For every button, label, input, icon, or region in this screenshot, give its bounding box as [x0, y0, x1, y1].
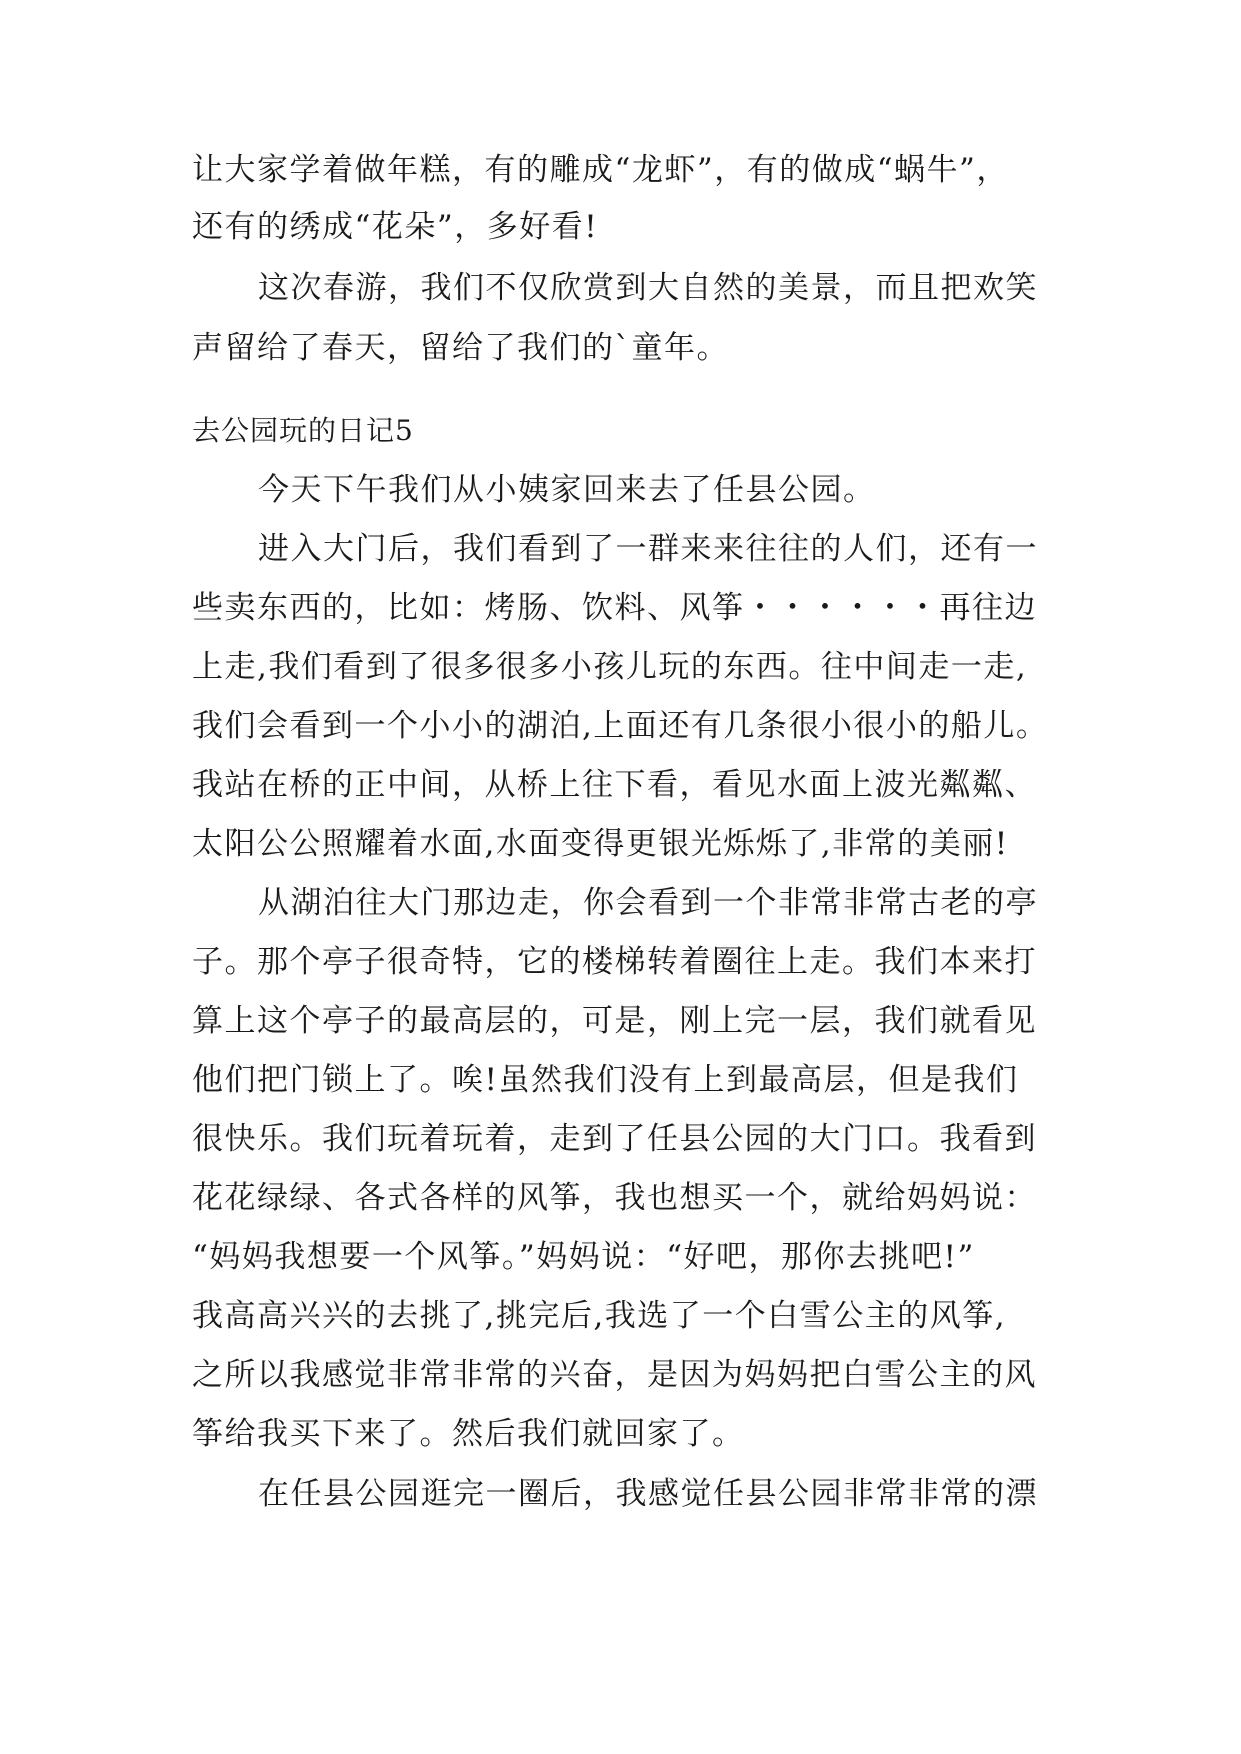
text-line: “妈妈我想要一个风筝。”妈妈说：“好吧，那你去挑吧!” — [192, 1239, 975, 1275]
text-line: 他们把门锁上了。唉!虽然我们没有上到最高层，但是我们 — [192, 1062, 1019, 1098]
text-line: 之所以我感觉非常非常的兴奋，是因为妈妈把白雪公主的风 — [192, 1357, 1037, 1393]
text-line: 我高高兴兴的去挑了,挑完后,我选了一个白雪公主的风筝, — [192, 1298, 1007, 1334]
paragraph-line: 进入大门后，我们看到了一群来来往往的人们，还有一 — [258, 531, 1038, 567]
paragraph-line: 这次春游，我们不仅欣赏到大自然的美景，而且把欢笑 — [258, 270, 1038, 306]
text-line: 让大家学着做年糕，有的雕成“龙虾”，有的做成“蜗牛”， — [192, 152, 1009, 188]
text-line: 花花绿绿、各式各样的风筝，我也想买一个，就给妈妈说： — [192, 1180, 1037, 1216]
text-line: 些卖东西的，比如：烤肠、饮料、风筝・・・・・・再往边 — [192, 590, 1037, 626]
text-line: 我们会看到一个小小的湖泊,上面还有几条很小很小的船儿。 — [192, 708, 1049, 744]
text-line: 声留给了春天，留给了我们的`童年。 — [192, 330, 729, 366]
text-line: 我站在桥的正中间，从桥上往下看，看见水面上波光粼粼、 — [192, 767, 1037, 803]
paragraph-line: 在任县公园逛完一圈后，我感觉任县公园非常非常的漂 — [258, 1476, 1038, 1512]
text-line: 算上这个亭子的最高层的，可是，刚上完一层，我们就看见 — [192, 1003, 1037, 1039]
text-line: 很快乐。我们玩着玩着，走到了任县公园的大门口。我看到 — [192, 1121, 1037, 1157]
text-line: 还有的绣成“花朵”，多好看! — [192, 209, 599, 245]
paragraph-line: 从湖泊往大门那边走，你会看到一个非常非常古老的亭 — [258, 885, 1038, 921]
text-line: 子。那个亭子很奇特，它的楼梯转着圈往上走。我们本来打 — [192, 944, 1037, 980]
text-line: 筝给我买下来了。然后我们就回家了。 — [192, 1416, 745, 1452]
text-line: 上走,我们看到了很多很多小孩儿玩的东西。往中间走一走, — [192, 649, 1028, 685]
text-line: 太阳公公照耀着水面,水面变得更银光烁烁了,非常的美丽! — [192, 826, 1009, 862]
paragraph-line: 今天下午我们从小姨家回来去了任县公园。 — [258, 472, 876, 508]
section-heading: 去公园玩的日记5 — [192, 414, 414, 447]
